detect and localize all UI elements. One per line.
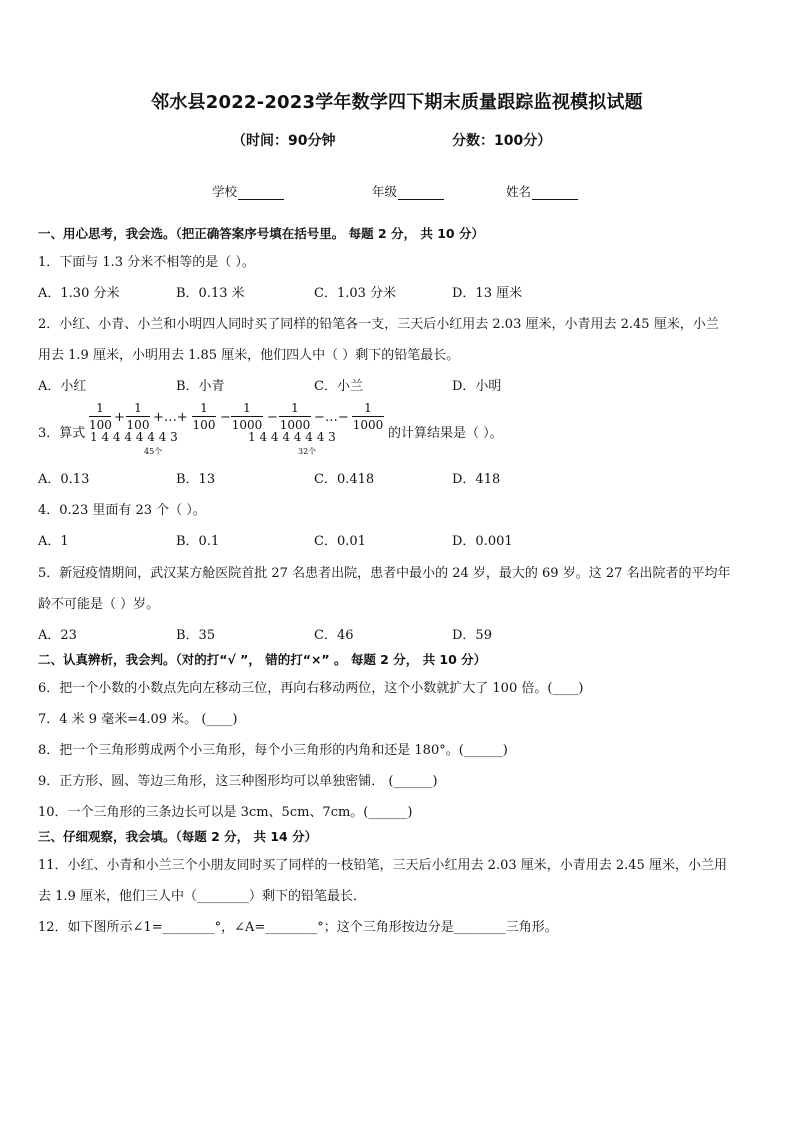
grade-label: 年级 bbox=[372, 184, 398, 199]
question-2-line1: 2．小红、小青、小兰和小明四人同时买了同样的铅笔各一支，三天后小红用去 2.03 厘米，小青用去 2.45 厘米，小兰 bbox=[38, 317, 719, 332]
q1-option-d[interactable]: D．13 厘米 bbox=[452, 286, 523, 301]
q3-op-3: − bbox=[220, 410, 231, 425]
question-8[interactable]: 8．把一个三角形剪成两个小三角形，每个小三角形的内角和还是 180°。(______) bbox=[38, 743, 508, 758]
question-3-suffix: 的计算结果是（ ）。 bbox=[388, 426, 503, 441]
school-field[interactable] bbox=[212, 182, 284, 200]
question-4: 4．0.23 里面有 23 个（ ）。 bbox=[38, 503, 206, 518]
q3-fraction-2-den: 100 bbox=[126, 418, 150, 432]
question-3-prefix: 3．算式 bbox=[38, 426, 86, 441]
q3-op-4: − bbox=[267, 410, 278, 425]
q3-fraction-2 bbox=[126, 401, 150, 432]
exam-time: （时间：90分钟 bbox=[232, 133, 336, 149]
q3-fraction-5-den: 1000 bbox=[279, 418, 311, 432]
q4-option-c[interactable]: C．0.01 bbox=[314, 534, 366, 549]
q3-fraction-6-num: 1 bbox=[364, 401, 372, 415]
q3-option-a[interactable]: A．0.13 bbox=[38, 472, 90, 487]
q3-fraction-3 bbox=[192, 401, 216, 432]
q3-underbrace-2: 1 4 4 4 4 4 4 3 bbox=[248, 430, 336, 444]
question-6[interactable]: 6．把一个小数的小数点先向左移动三位，再向右移动两位，这个小数就扩大了 100 倍。(____) bbox=[38, 681, 584, 696]
q3-fraction-3-den: 100 bbox=[192, 418, 216, 432]
q3-op-2: +…+ bbox=[153, 410, 188, 425]
q3-underbrace-1: 1 4 4 4 4 4 4 3 bbox=[90, 430, 178, 444]
q1-option-c[interactable]: C．1.03 分米 bbox=[314, 286, 397, 301]
q2-option-c[interactable]: C．小兰 bbox=[314, 379, 363, 394]
q5-option-d[interactable]: D．59 bbox=[452, 628, 492, 643]
q4-option-b[interactable]: B．0.1 bbox=[176, 534, 220, 549]
q3-fraction-4 bbox=[231, 401, 263, 432]
q4-option-a[interactable]: A．1 bbox=[38, 534, 69, 549]
question-11-line2[interactable]: 去 1.9 厘米，他们三人中（________）剩下的铅笔最长． bbox=[38, 889, 366, 904]
q3-fraction-6-den: 1000 bbox=[352, 418, 384, 432]
q3-fraction-4-den: 1000 bbox=[231, 418, 263, 432]
q3-fraction-6 bbox=[352, 401, 384, 432]
grade-field[interactable] bbox=[372, 182, 444, 200]
q3-fraction-2-num: 1 bbox=[134, 401, 142, 415]
q5-option-b[interactable]: B．35 bbox=[176, 628, 216, 643]
question-2-line2: 用去 1.9 厘米，小明用去 1.85 厘米，他们四人中（ ）剩下的铅笔最长。 bbox=[38, 348, 460, 363]
name-label: 姓名 bbox=[506, 184, 532, 199]
section3-heading: 三、仔细观察，我会填。（每题 2 分， 共 14 分） bbox=[38, 829, 318, 844]
question-10[interactable]: 10．一个三角形的三条边长可以是 3cm、5cm、7cm。(______) bbox=[38, 805, 413, 820]
q2-option-a[interactable]: A．小红 bbox=[38, 379, 87, 394]
q3-fraction-3-num: 1 bbox=[200, 401, 208, 415]
q4-option-d[interactable]: D．0.001 bbox=[452, 534, 513, 549]
q5-option-c[interactable]: C．46 bbox=[314, 628, 354, 643]
question-7[interactable]: 7．4 米 9 毫米=4.09 米。 (____) bbox=[38, 712, 238, 727]
section2-heading: 二、认真辨析，我会判。（对的打“√ ”， 错的打“×” 。 每题 2 分， 共 10 分） bbox=[38, 652, 487, 667]
q3-fraction-1-den: 100 bbox=[89, 418, 112, 432]
q3-option-d[interactable]: D．418 bbox=[452, 472, 501, 487]
q1-option-b[interactable]: B．0.13 米 bbox=[176, 286, 245, 301]
q5-option-a[interactable]: A．23 bbox=[38, 628, 77, 643]
exam-score: 分数：100分） bbox=[452, 133, 552, 149]
q3-option-b[interactable]: B．13 bbox=[176, 472, 216, 487]
name-blank[interactable] bbox=[532, 187, 578, 200]
question-1: 1．下面与 1.3 分米不相等的是（ ）。 bbox=[38, 255, 255, 270]
q3-fraction-4-num: 1 bbox=[243, 401, 251, 415]
q1-option-a[interactable]: A．1.30 分米 bbox=[38, 286, 120, 301]
q2-option-d[interactable]: D．小明 bbox=[452, 379, 502, 394]
q3-fraction-1 bbox=[89, 401, 111, 432]
q3-op-5: −…− bbox=[314, 410, 349, 425]
q3-fraction-5 bbox=[279, 401, 311, 432]
q3-fraction-1-num: 1 bbox=[96, 401, 104, 415]
q2-option-b[interactable]: B．小青 bbox=[176, 379, 225, 394]
grade-blank[interactable] bbox=[398, 187, 444, 200]
q3-count-1: 45个 bbox=[144, 447, 163, 456]
question-12[interactable]: 12．如下图所示∠1=________°，∠A=________°；这个三角形按边分是________三角形。 bbox=[38, 920, 558, 935]
q3-option-c[interactable]: C．0.418 bbox=[314, 472, 375, 487]
question-11-line1: 11．小红、小青和小兰三个小朋友同时买了同样的一枝铅笔，三天后小红用去 2.03 厘米，小青用去 2.45 厘米，小兰用 bbox=[38, 858, 727, 873]
name-field[interactable] bbox=[506, 182, 578, 200]
q3-count-2: 32个 bbox=[298, 447, 317, 456]
page-title: 邻水县2022-2023学年数学四下期末质量跟踪监视模拟试题 bbox=[151, 92, 643, 113]
school-blank[interactable] bbox=[238, 187, 284, 200]
question-5-line1: 5．新冠疫情期间，武汉某方舱医院首批 27 名患者出院，患者中最小的 24 岁，最大的 69 岁。这 27 名出院者的平均年 bbox=[38, 566, 731, 581]
section1-heading: 一、用心思考，我会选。（把正确答案序号填在括号里。 每题 2 分， 共 10 分） bbox=[38, 226, 484, 241]
question-9[interactable]: 9．正方形、圆、等边三角形，这三种图形均可以单独密铺． (______) bbox=[38, 774, 438, 789]
school-label: 学校 bbox=[212, 184, 238, 199]
question-5-line2: 龄不可能是（ ）岁。 bbox=[38, 597, 160, 612]
q3-op-1: + bbox=[114, 410, 125, 425]
q3-fraction-5-num: 1 bbox=[291, 401, 299, 415]
